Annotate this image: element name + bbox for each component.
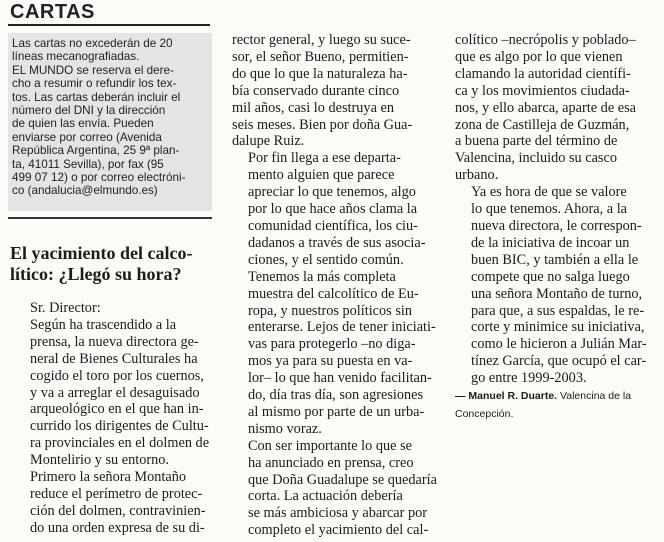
paragraph-2-end: rector general, y luego su suce- sor, el señor Bueno, permitien- do que lo que la naturaleza ha- bía conservado durante cinco mil años, casi lo destruya en seis meses. Bien por doña Gua- dalupe Ruiz.: [232, 32, 413, 150]
section-title: CARTAS: [10, 1, 95, 23]
paragraph-3: Por fin llega a ese departa- mento alguien que parece apreciar lo que tenemos, algo por lo que hace años clama la comunidad científica, los ciu- dadanos a través de sus asocia- ciones, y el sentido común.: [248, 150, 426, 268]
signature-place: Valencina de la Concepción.: [455, 390, 632, 420]
signature-name: — Manuel R. Duarte.: [455, 390, 558, 403]
salutation: Sr. Director:: [30, 300, 101, 316]
section-header: [0, 0, 664, 26]
article-column-1: [14, 300, 224, 537]
letter-headline: El yacimiento del calco- lítico: ¿Llegó su hora?: [10, 243, 193, 284]
paragraph-6: Ya es hora de que se valore lo que tenemos. Ahora, a la nueva directora, le correspon- de la iniciativa de incoar un buen BIC, y también a ella le compete que no salga luego una señora Montaño de turno, para que, a sus espaldas, le re- corte y minimice su iniciativa, como le hicieron a Julián Mar- tínez García, que ocupó el car- go entre 1999-2003.: [471, 184, 647, 387]
header-rule: [8, 24, 210, 26]
paragraph-2-start: Primero la señora Montaño reduce el perímetro de protec- ción del dolmen, contravinien- do una orden expresa de su di-: [30, 469, 206, 536]
letter-signature: [455, 390, 631, 420]
notice-divider: [8, 217, 212, 219]
paragraph-4: Tenemos la más completa muestra del calcolítico de Eu- ropa, y nuestros políticos sin enterarse. Lejos de tener iniciati- vas para protegerlo –no diga- mos ya para su puesta en va- lor– lo que han venido facilitan- do, día tras día, son agresiones al mismo por parte de un urba- nismo voraz.: [248, 268, 436, 437]
submission-notice-box: [8, 33, 212, 211]
paragraph-5-start: Con ser importante lo que se ha anunciado en prensa, creo que Doña Guadalupe se quedaría corta. La actuación debería se más ambiciosa y abarcar por completo el yacimiento del cal-: [248, 437, 437, 539]
article-column-3: [455, 32, 660, 423]
paragraph-1: Según ha trascendido a la prensa, la nueva directora ge- neral de Bienes Culturales ha cogido el toro por los cuernos, y va a arreglar el desaguisado arqueológico en el que han in- currido los dirigentes de Cultu- ra provinciales en el dolmen de Montelirio y su entorno.: [30, 316, 210, 469]
article-column-2: [232, 32, 444, 539]
paragraph-5-end: colítico –necrópolis y poblado– que es algo por lo que vienen clamando la autoridad científi- ca y los movimientos ciudada- nos, y ello abarca, aparte de esa zona de Castilleja de Guzmán, a buena parte del término de Valencina, incluido su casco urbano.: [455, 32, 637, 184]
submission-notice-text: Las cartas no excederán de 20 líneas mecanografiadas. EL MUNDO se reserva el dere- cho a resumir o refundir los tex- tos. Las cartas deberán incluir el número del DNI y la dirección de quien las envía. Pueden enviarse por correo (Avenida República Argentina, 25 9ª plan- ta, 41011 Sevilla), por fax (95 499 07 12) o por correo electróni- co (andalucia@elmundo.es): [12, 37, 186, 198]
